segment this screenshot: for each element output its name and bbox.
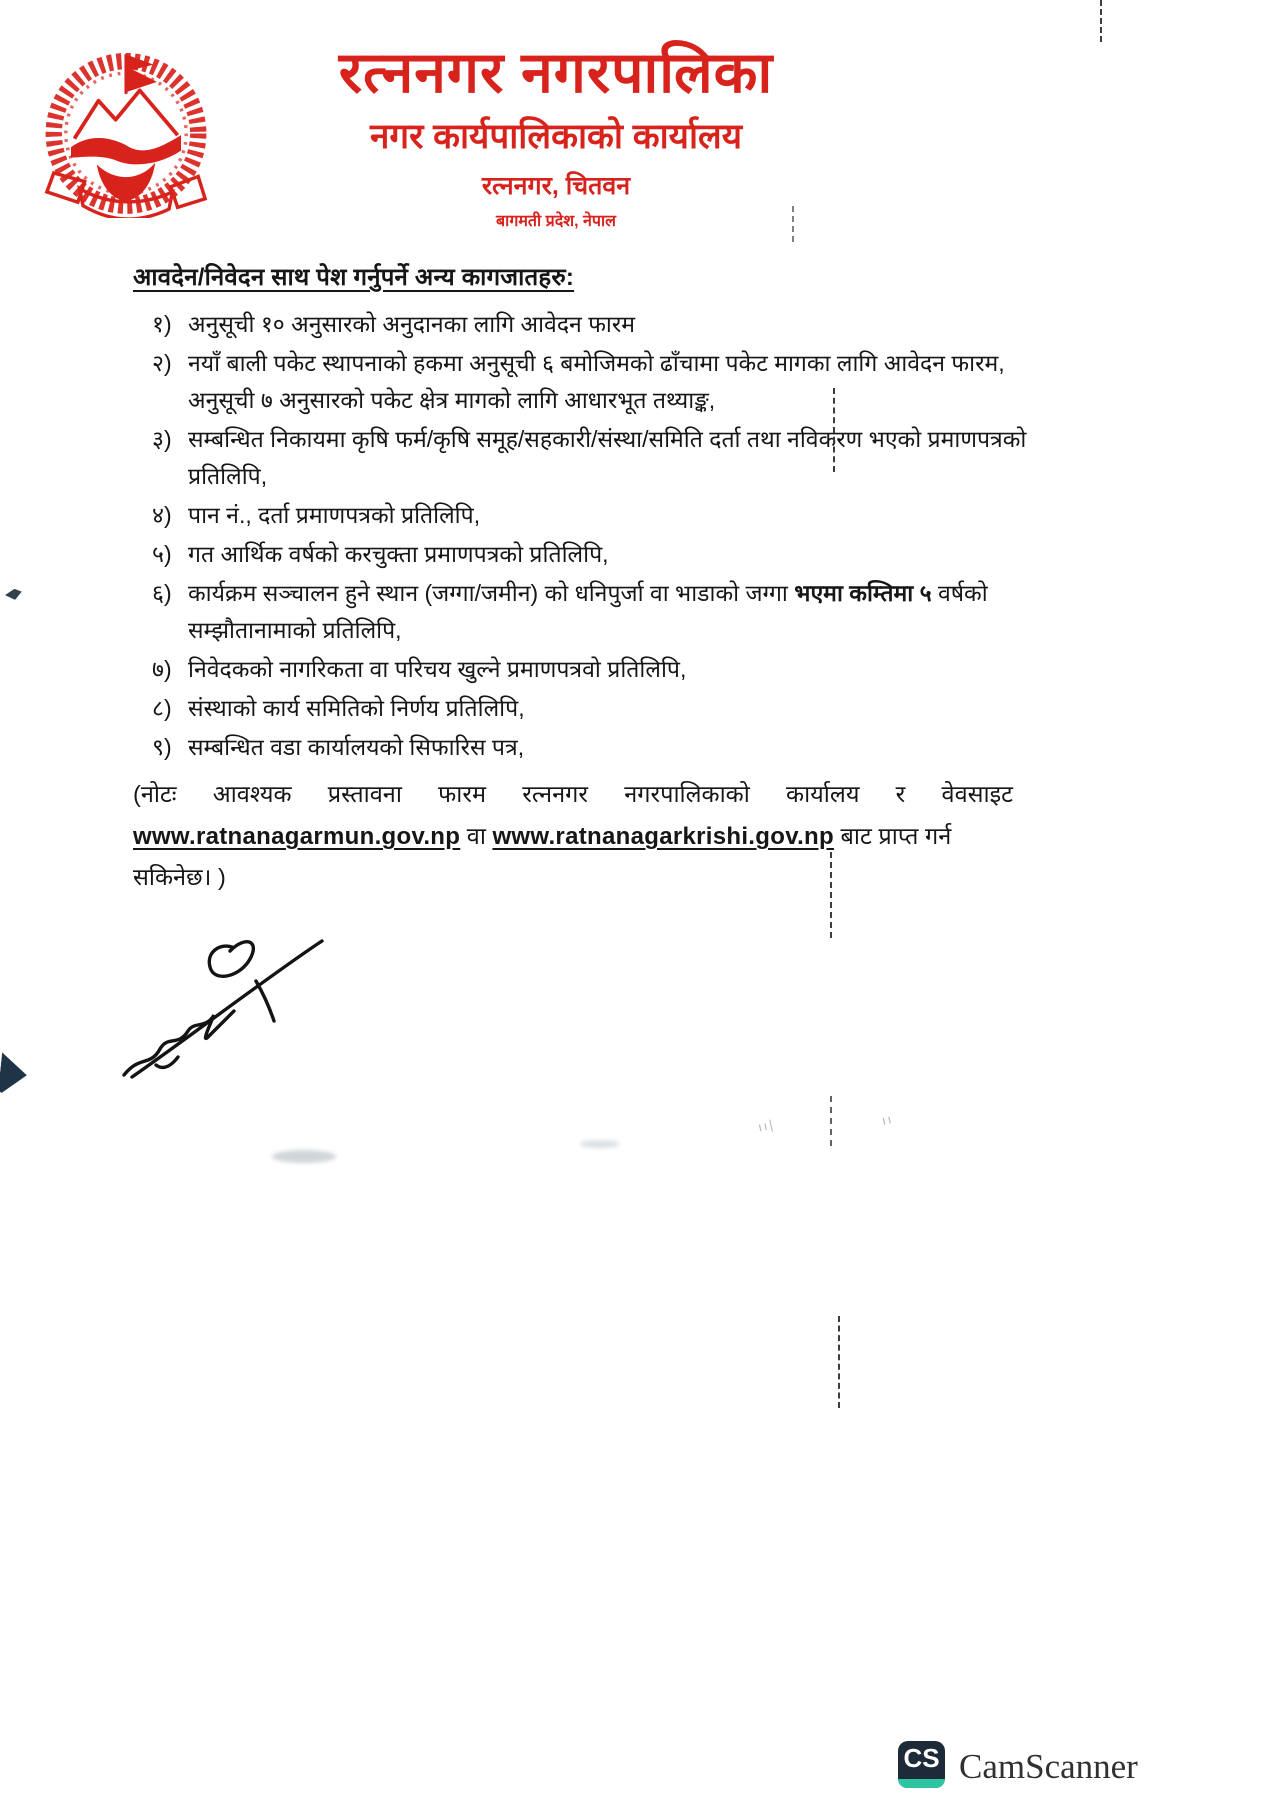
speck-artifact: ıı| <box>756 1116 776 1135</box>
fold-line <box>838 1316 840 1408</box>
fold-line <box>1100 0 1102 42</box>
item-number: ८) <box>152 695 172 721</box>
smudge-artifact <box>580 1140 620 1148</box>
fold-line <box>792 206 794 242</box>
letterhead <box>150 41 962 231</box>
note-text: (नोटः आवश्यक प्रस्तावना फारम रत्ननगर नगरपालिकाको कार्यालय र वेवसाइट <box>133 781 1013 807</box>
item-text: पान नं., दर्ता प्रमाणपत्रको प्रतिलिपि, <box>188 502 481 528</box>
item-number: ९) <box>152 734 172 760</box>
municipality-title: रत्ननगर नगरपालिका <box>338 41 774 105</box>
office-name: नगर कार्यपालिकाको कार्यालय <box>369 116 743 156</box>
item-text: कार्यक्रम सञ्चालन हुने स्थान (जग्गा/जमीन) को धनिपुर्जा वा भाडाको जग्गा भएमा कम्तिमा ५ वर्षको सम्झौतानामाको प्रतिलिपि, <box>188 580 988 643</box>
camscanner-wordmark: CamScanner <box>959 1747 1138 1786</box>
note-tail: बाट प्राप्त गर्न सकिनेछ। ) <box>133 823 952 890</box>
website-link-ratnanagarmun[interactable]: www.ratnanagarmun.gov.np <box>133 823 461 850</box>
list-item <box>133 306 1031 343</box>
item-number: १) <box>152 311 172 337</box>
item-text: निवेदकको नागरिकता वा परिचय खुल्ने प्रमाणपत्रवो प्रतिलिपि, <box>188 656 687 682</box>
item-text-bold: भएमा कम्तिमा ५ <box>794 580 932 606</box>
list-item <box>133 421 1031 495</box>
list-item <box>133 690 1031 727</box>
item-text: गत आर्थिक वर्षको करचुक्ता प्रमाणपत्रको प्रतिलिपि, <box>188 541 609 567</box>
item-text: सम्बन्धित वडा कार्यालयको सिफारिस पत्र, <box>188 734 525 760</box>
fold-line <box>833 388 835 472</box>
list-item <box>133 536 1031 573</box>
item-text: संस्थाको कार्य समितिको निर्णय प्रतिलिपि, <box>188 695 525 721</box>
item-number: ६) <box>152 580 172 606</box>
speck-artifact: ıı <box>880 1110 895 1129</box>
smudge-artifact <box>272 1150 336 1163</box>
required-documents-list <box>133 306 1031 766</box>
camscanner-icon <box>898 1741 945 1788</box>
fold-line <box>830 1096 832 1146</box>
list-item <box>133 729 1031 766</box>
item-number: २) <box>152 350 172 376</box>
ink-mark <box>4 588 22 601</box>
item-number: ३) <box>152 426 172 452</box>
note-links-line <box>133 816 1031 897</box>
ink-mark <box>0 1051 29 1096</box>
list-item <box>133 575 1031 649</box>
list-item <box>133 345 1031 419</box>
fold-line <box>830 852 832 938</box>
note-paragraph <box>133 774 1031 897</box>
item-number: ७) <box>152 656 172 682</box>
note-conjunction: वा <box>460 823 493 849</box>
province-line: बागमती प्रदेश, नेपाल <box>496 212 616 230</box>
handwritten-signature <box>98 925 348 1090</box>
website-link-ratnanagarkrishi[interactable]: www.ratnanagarkrishi.gov.np <box>492 823 834 850</box>
office-location: रत्ननगर, चितवन <box>481 171 631 200</box>
item-text: अनुसूची १० अनुसारको अनुदानका लागि आवेदन फारम <box>188 311 636 337</box>
camscanner-icon-accent <box>898 1779 945 1788</box>
item-text: नयाँ बाली पकेट स्थापनाको हकमा अनुसूची ६ बमोजिमको ढाँचामा पकेट मागका लागि आवेदन फारम, अनुसूची ७ अनुसारको पकेट क्षेत्र मागको लागि आधारभूत तथ्याङ्क, <box>188 350 1005 413</box>
camscanner-initials: CS <box>903 1743 940 1773</box>
item-number: ५) <box>152 541 172 567</box>
list-heading: आवदेन/निवेदन साथ पेश गर्नुपर्ने अन्य कागजातहरु: <box>133 264 575 291</box>
list-item <box>133 651 1031 688</box>
item-number: ४) <box>152 502 172 528</box>
document-body <box>133 260 1031 897</box>
list-item <box>133 497 1031 534</box>
item-text: सम्बन्धित निकायमा कृषि फर्म/कृषि समूह/सहकारी/संस्था/समिति दर्ता तथा नविकरण भएको प्रमाणपत्रको प्रतिलिपि, <box>188 426 1027 489</box>
